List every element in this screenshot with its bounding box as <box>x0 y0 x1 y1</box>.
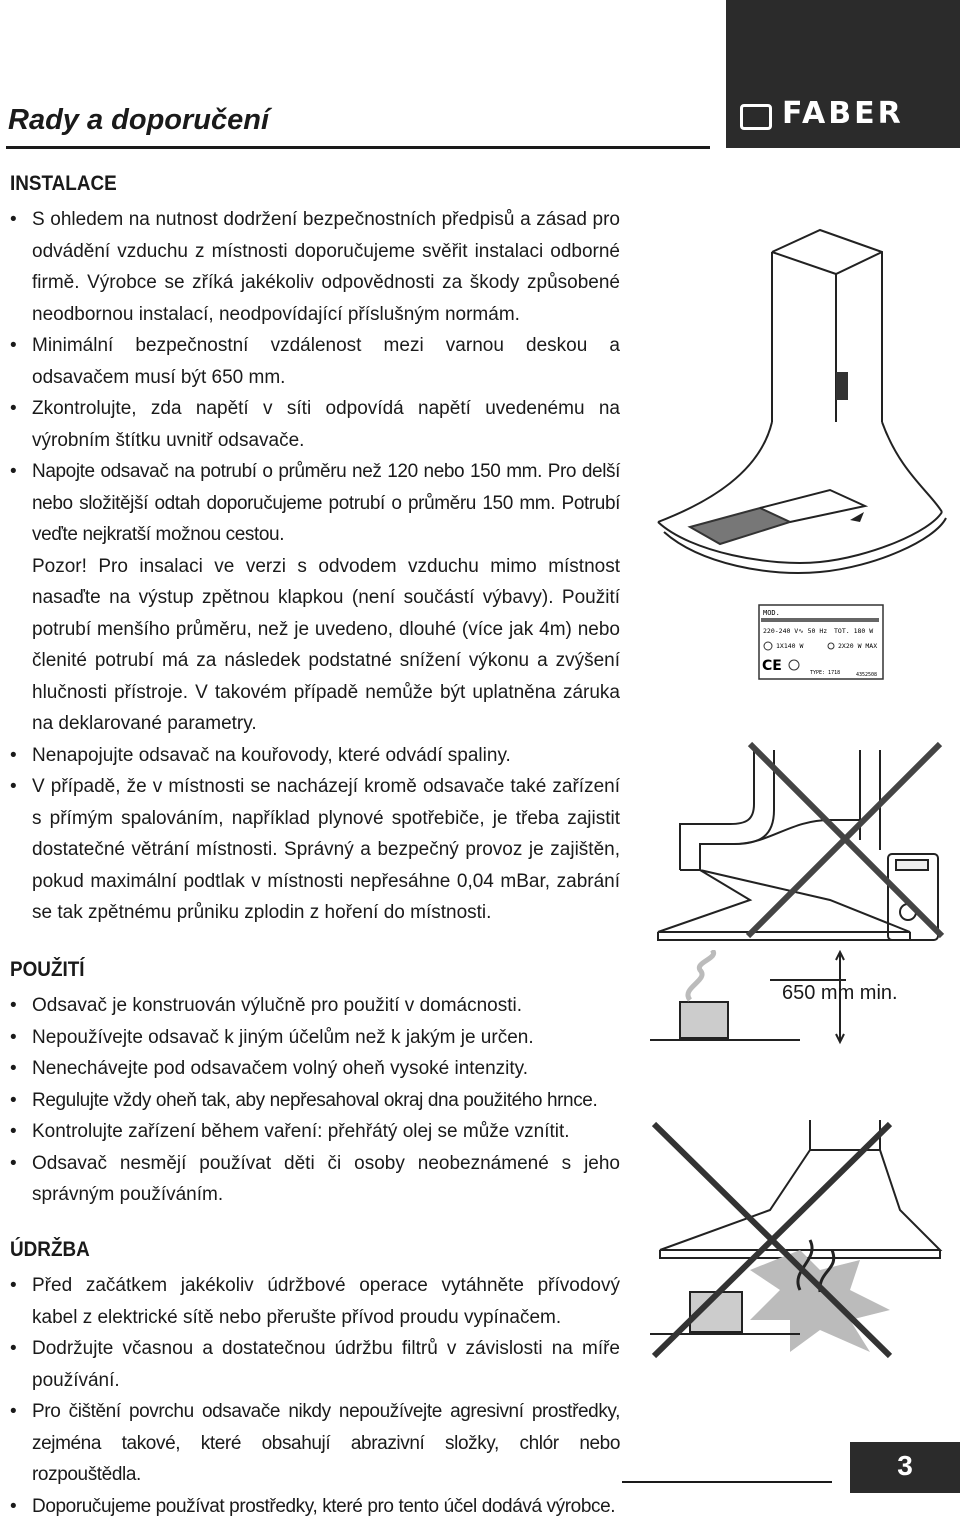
installation-item: • Napojte odsavač na potrubí o průměru než 120 nebo 150 mm. Pro delší nebo složitější odtah doporučujeme potrubí o průměru 150 mm. Potrubí veďte nejkratší možnou cestou. <box>10 456 620 551</box>
installation-section <box>10 172 620 929</box>
installation-heading: INSTALACE <box>10 172 559 196</box>
plate-voltage: 220-240 V∿ 50 Hz <box>763 627 827 635</box>
plate-motor: 1X140 W <box>776 642 803 650</box>
chimney-hood-illustration <box>650 222 950 582</box>
plate-model: MOD. <box>763 609 780 617</box>
use-section <box>10 958 620 1211</box>
page-title: Rady a doporučení <box>8 104 269 137</box>
maintenance-heading: ÚDRŽBA <box>10 1238 559 1262</box>
arrow-icon <box>850 512 864 522</box>
plate-total: TOT. 180 W <box>834 627 873 635</box>
rating-plate-illustration <box>758 604 884 680</box>
faber-logo-icon <box>740 104 772 130</box>
use-item: • Regulujte vždy oheň tak, aby nepřesahoval okraj dna použitého hrnce. <box>10 1085 620 1117</box>
use-item: • Nenechávejte pod odsavačem volný oheň vysoké intenzity. <box>10 1053 620 1085</box>
maintenance-item: • Doporučujeme používat prostředky, které pro tento účel dodává výrobce. <box>10 1491 620 1522</box>
maintenance-item: • Pro čištění povrchu odsavače nikdy nepoužívejte agresivní prostředky, zejména takové, které obsahují abrazivní složky, chlór nebo rozpouštědla. <box>10 1396 620 1491</box>
ce-mark-icon: CE <box>762 658 782 674</box>
maintenance-item: • Před začátkem jakékoliv údržbové operace vytáhněte přívodový kabel z elektrické sítě nebo přerušte přívod proudu vypínačem. <box>10 1270 620 1333</box>
use-item: • Kontrolujte zařízení během vaření: přehřátý olej se může vznítit. <box>10 1116 620 1148</box>
installation-item: • S ohledem na nutnost dodržení bezpečnostních předpisů a zásad pro odvádění vzduchu z místnosti doporučujeme svěřit instalaci odborné firmě. Výrobce se zříká jakékoliv odpovědnosti za škody způsobené neodbornou instalací, neodpovídající příslušným normám. <box>10 204 620 330</box>
footer-divider <box>622 1481 832 1483</box>
plate-lamps: 2X20 W MAX <box>838 642 877 650</box>
plate-serial: 4352508 <box>856 672 877 678</box>
use-item: • Odsavač nesmějí používat děti či osoby neobeznámené s jeho správným používáním. <box>10 1148 620 1211</box>
installation-item: • Nenapojujte odsavač na kouřovody, které odvádí spaliny. <box>10 740 620 772</box>
no-flue-connection-illustration <box>650 740 950 950</box>
installation-item: • V případě, že v místnosti se nacházejí kromě odsavače také zařízení s přímým spalováním, například plynové spotřebiče, je třeba zajistit dostatečné větrání místnosti. Správný a bezpečný provoz je zajištěn, pokud maximální podtlak v místnosti nepřesáhne 0,04 mBar, zabrání se tak zpětnému průniku zplodin z hoření do místnosti. <box>10 771 620 929</box>
plate-type: TYPE: 1718 <box>810 670 840 676</box>
brand-name: FABER <box>782 96 904 131</box>
installation-item: • Minimální bezpečnostní vzdálenost mezi varnou deskou a odsavačem musí být 650 mm. <box>10 330 620 393</box>
steam-icon <box>688 950 714 1000</box>
page-number: 3 <box>850 1450 960 1482</box>
title-divider <box>6 146 710 149</box>
clearance-dimension: 650 mm min. <box>782 982 898 1005</box>
no-open-flame-illustration <box>650 1120 950 1360</box>
installation-warning: Pozor! Pro insalaci ve verzi s odvodem vzduchu mimo místnost nasaďte na výstup zpětnou klapkou (není součástí výbavy). Použití potrubí menšího průměru, než je uvedeno, dlouhé (více jak 4m) nebo členité potrubí má za následek podstatné snížení výkonu a zvýšení hlučnosti přístroje. V takovém případě nemůže být uplatněna záruka na deklarované parametry. <box>10 551 620 740</box>
use-heading: POUŽITÍ <box>10 958 559 982</box>
use-item: • Nepoužívejte odsavač k jiným účelům než k jakým je určen. <box>10 1022 620 1054</box>
vent-grille-icon <box>836 372 848 400</box>
maintenance-item: • Dodržujte včasnou a dostatečnou údržbu filtrů v závislosti na míře používání. <box>10 1333 620 1396</box>
use-item: • Odsavač je konstruován výlučně pro použití v domácnosti. <box>10 990 620 1022</box>
maintenance-section <box>10 1238 620 1522</box>
installation-item: • Zkontrolujte, zda napětí v síti odpovídá napětí uvedenému na výrobním štítku uvnitř odsavače. <box>10 393 620 456</box>
